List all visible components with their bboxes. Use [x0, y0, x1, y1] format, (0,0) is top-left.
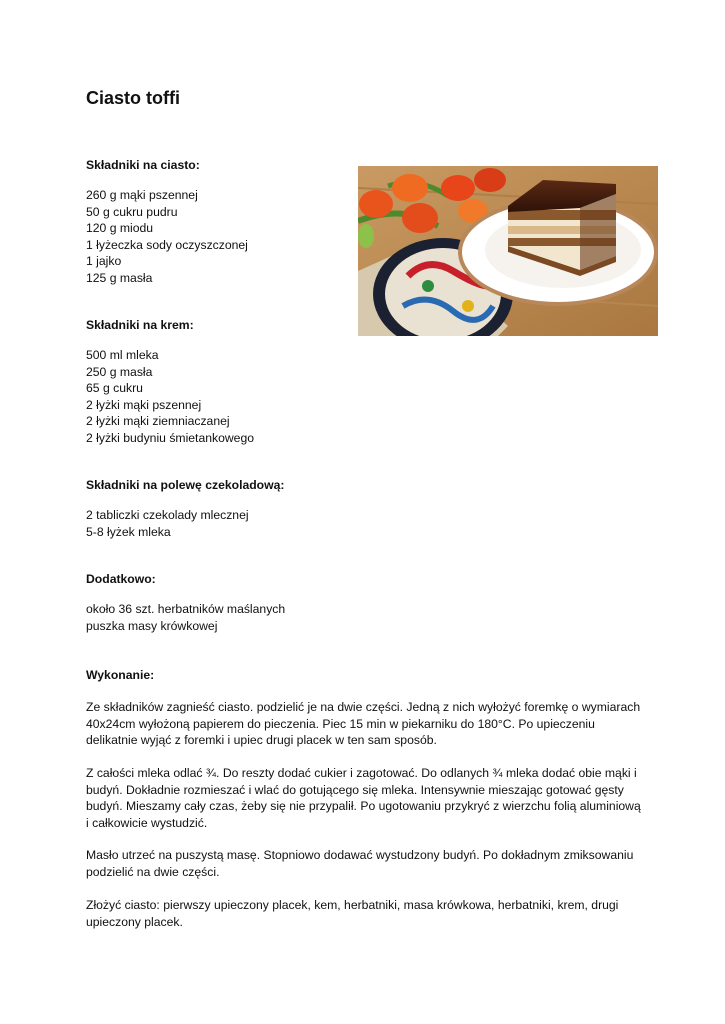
cake-photo: [358, 166, 658, 336]
method-heading: Wykonanie:: [86, 668, 155, 682]
list-item: 120 g miodu: [86, 221, 154, 235]
extra-heading: Dodatkowo:: [86, 572, 156, 586]
list-item: 2 tabliczki czekolady mlecznej: [86, 508, 249, 522]
list-item: 5-8 łyżek mleka: [86, 524, 171, 539]
cream-heading: Składniki na krem:: [86, 318, 194, 332]
list-item: 65 g cukru: [86, 381, 143, 395]
dough-heading: Składniki na ciasto:: [86, 158, 200, 172]
cake-photo-icon: [358, 166, 658, 336]
method-paragraph: Z całości mleka odlać ¾. Do reszty dodać cukier i zagotować. Do odlanych ¾ mleka dodać obie mąki i budyń. Dokładnie rozmieszać i wlać do gotującego się mleka. Intensywnie mieszając gotować gęsty budyń. Mieszamy cały czas, żeby się nie przypalił. Po ugotowaniu przykryć z wierzchu folią aluminiową i całkowicie wystudzić.: [86, 766, 641, 830]
list-item: około 36 szt. herbatników maślanych: [86, 602, 286, 616]
page-title: Ciasto toffi: [86, 88, 180, 108]
glaze-list: [86, 507, 249, 540]
method-paragraph: Masło utrzeć na puszystą masę. Stopniowo dodawać wystudzony budyń. Po dokładnym zmiksowaniu podzielić na dwie części.: [86, 848, 634, 879]
list-item: 260 g mąki pszennej: [86, 188, 198, 202]
dough-list: [86, 187, 248, 286]
list-item: puszka masy krówkowej: [86, 618, 218, 633]
method-paragraph: Ze składników zagnieść ciasto. podzielić je na dwie części. Jedną z nich wyłożyć foremkę o wymiarach 40x24cm wyłożoną papierem do pieczenia. Piec 15 min w piekarniku do 180°C. Po upieczeniu delikatnie wyjąć z foremki i upiec drugi placek w ten sam sposób.: [86, 700, 641, 747]
list-item: 50 g cukru pudru: [86, 204, 178, 219]
method-paragraph: Złożyć ciasto: pierwszy upieczony placek, kem, herbatniki, masa krówkowa, herbatniki, krem, drugi upieczony placek.: [86, 898, 619, 929]
glaze-heading: Składniki na polewę czekoladową:: [86, 478, 285, 492]
list-item: 2 łyżki mąki ziemniaczanej: [86, 414, 230, 428]
list-item: 500 ml mleka: [86, 348, 159, 362]
list-item: 1 łyżeczka sody oczyszczonej: [86, 237, 248, 252]
list-item: 2 łyżki mąki pszennej: [86, 397, 202, 412]
list-item: 125 g masła: [86, 270, 153, 285]
extra-list: [86, 601, 285, 634]
list-item: 1 jajko: [86, 254, 122, 268]
cream-list: [86, 347, 254, 446]
list-item: 250 g masła: [86, 364, 153, 379]
list-item: 2 łyżki budyniu śmietankowego: [86, 430, 255, 445]
